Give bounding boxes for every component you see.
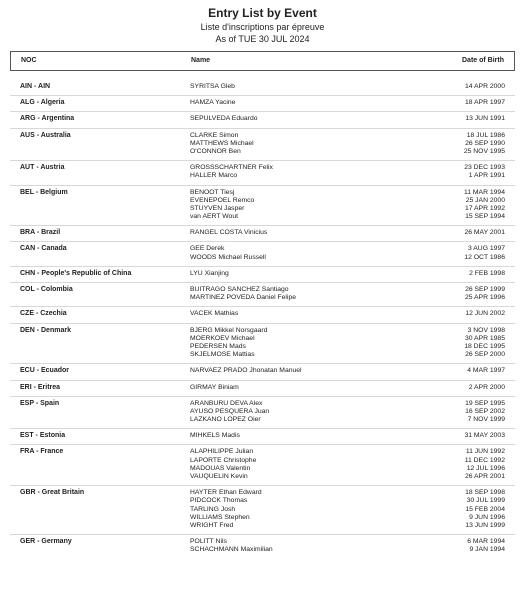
- athlete-row: [10, 432, 515, 440]
- athlete-row: [10, 229, 515, 237]
- column-header-noc: NOC: [21, 57, 37, 64]
- athlete-name: SCHACHMANN Maximilian: [190, 546, 273, 554]
- noc-label: ERI - Eritrea: [20, 383, 61, 391]
- athlete-name: GROSSSCHARTNER Felix: [190, 164, 273, 172]
- athlete-name: EVENEPOEL Remco: [190, 196, 255, 204]
- athlete-dob: 16 SEP 2002: [465, 407, 505, 415]
- athlete-name: ARANBURU DEVA Alex: [190, 399, 263, 407]
- athlete-name: WOODS Michael Russell: [190, 253, 266, 261]
- athlete-dob: 13 JUN 1991: [465, 115, 505, 123]
- athlete-dob: 3 NOV 1998: [467, 326, 505, 334]
- athlete-row: [10, 327, 515, 335]
- athlete-name: GEE Derek: [190, 245, 225, 253]
- noc-label: EST - Estonia: [20, 432, 66, 440]
- athlete-row: [10, 164, 515, 172]
- athlete-dob: 18 SEP 1998: [465, 489, 505, 497]
- athlete-name: ALAPHILIPPE Julian: [190, 448, 254, 456]
- column-header-name: Name: [191, 57, 211, 64]
- athlete-dob: 3 AUG 1997: [467, 245, 505, 253]
- noc-group: [10, 381, 515, 397]
- athlete-name: GIRMAY Biniam: [190, 383, 239, 391]
- athlete-row: [10, 506, 515, 514]
- athlete-name: WRIGHT Fred: [190, 521, 234, 529]
- noc-label: AIN - AIN: [20, 83, 51, 90]
- noc-group: [10, 429, 515, 445]
- noc-label: GER - Germany: [20, 538, 72, 546]
- athlete-row: [10, 335, 515, 343]
- athlete-name: SEPULVEDA Eduardo: [190, 115, 258, 123]
- athlete-dob: 9 JAN 1994: [469, 546, 505, 554]
- athlete-row: [10, 522, 515, 530]
- athlete-row: [10, 514, 515, 522]
- athlete-dob: 12 JUL 1996: [466, 464, 505, 472]
- athlete-name: NARVAEZ PRADO Jhonatan Manuel: [190, 367, 302, 375]
- athlete-dob: 12 JUN 2002: [465, 310, 505, 318]
- noc-group: [10, 96, 515, 112]
- athlete-dob: 6 MAR 1994: [467, 538, 505, 546]
- athlete-row: [10, 384, 515, 392]
- noc-label: BRA - Brazil: [20, 229, 61, 237]
- athlete-name: VACEK Mathias: [190, 310, 239, 318]
- athlete-dob: 19 SEP 1995: [465, 399, 505, 407]
- athlete-dob: 26 SEP 1990: [465, 139, 505, 147]
- athlete-row: [10, 197, 515, 205]
- athlete-dob: 31 MAY 2003: [464, 432, 505, 440]
- athlete-dob: 25 JAN 2000: [465, 196, 505, 204]
- athlete-dob: 11 JUN 1992: [465, 448, 505, 456]
- page-title: Entry List by Event: [208, 6, 317, 20]
- athlete-name: AYUSO PESQUERA Juan: [190, 407, 270, 415]
- noc-group: [10, 112, 515, 128]
- athlete-row: [10, 213, 515, 221]
- athlete-dob: 13 JUN 1999: [465, 521, 505, 529]
- athlete-name: HAYTER Ethan Edward: [190, 489, 262, 497]
- athlete-name: MATTHEWS Michael: [190, 139, 254, 147]
- noc-label: COL - Colombia: [20, 286, 73, 293]
- athlete-row: [10, 140, 515, 148]
- athlete-row: [10, 538, 515, 546]
- noc-label: ALG - Algeria: [20, 99, 65, 107]
- noc-label: FRA - France: [20, 448, 64, 456]
- athlete-name: BUITRAGO SANCHEZ Santiago: [190, 286, 289, 293]
- entry-table-body: [10, 80, 515, 559]
- noc-label: ECU - Ecuador: [20, 367, 70, 375]
- athlete-name: LAPORTE Christophe: [190, 456, 257, 464]
- noc-group: [10, 161, 515, 185]
- athlete-row: [10, 294, 515, 302]
- athlete-dob: 18 APR 1997: [464, 99, 505, 107]
- athlete-row: [10, 473, 515, 481]
- athlete-dob: 30 APR 1985: [464, 334, 505, 342]
- noc-label: ARG - Argentina: [20, 115, 75, 123]
- athlete-name: MARTINEZ POVEDA Daniel Felipe: [190, 294, 297, 302]
- athlete-name: MADOUAS Valentin: [190, 464, 251, 472]
- athlete-name: van AERT Wout: [190, 213, 238, 221]
- noc-label: AUS - Australia: [20, 131, 71, 139]
- athlete-dob: 18 DEC 1995: [464, 342, 505, 350]
- athlete-row: [10, 408, 515, 416]
- athlete-row: [10, 367, 515, 375]
- athlete-row: [10, 465, 515, 473]
- noc-group: [10, 535, 515, 558]
- athlete-row: [10, 489, 515, 497]
- athlete-dob: 11 DEC 1992: [464, 456, 505, 464]
- athlete-name: PEDERSEN Mads: [190, 342, 246, 350]
- noc-label: AUT - Austria: [20, 164, 65, 172]
- athlete-name: MOERKOEV Michael: [190, 334, 255, 342]
- athlete-dob: 26 APR 2001: [464, 473, 505, 480]
- athlete-row: [10, 172, 515, 180]
- athlete-name: STUYVEN Jasper: [190, 204, 245, 212]
- athlete-name: TARLING Josh: [190, 505, 236, 513]
- athlete-row: [10, 270, 515, 278]
- athlete-row: [10, 189, 515, 197]
- athlete-name: HALLER Marco: [190, 172, 238, 180]
- athlete-name: MIHKELS Madis: [190, 432, 240, 440]
- athlete-dob: 2 FEB 1998: [469, 269, 505, 277]
- noc-label: CZE - Czechia: [20, 310, 67, 318]
- athlete-dob: 25 NOV 1995: [463, 147, 505, 155]
- noc-label: DEN - Denmark: [20, 326, 71, 334]
- athlete-name: PIDCOCK Thomas: [190, 497, 248, 505]
- athlete-name: BJERG Mikkel Norsgaard: [190, 326, 268, 334]
- athlete-name: BENOOT Tiesj: [190, 188, 235, 196]
- athlete-dob: 26 SEP 1999: [465, 286, 505, 293]
- athlete-dob: 4 MAR 1997: [467, 367, 505, 375]
- noc-group: [10, 445, 515, 486]
- athlete-name: POLITT Nils: [190, 538, 227, 546]
- noc-group: [10, 397, 515, 430]
- noc-label: GBR - Great Britain: [20, 489, 85, 497]
- athlete-dob: 17 APR 1992: [464, 204, 505, 212]
- noc-group: [10, 267, 515, 283]
- athlete-name: CLARKE Simon: [190, 131, 239, 139]
- athlete-dob: 26 SEP 2000: [465, 351, 505, 359]
- athlete-dob: 7 NOV 1999: [467, 416, 505, 424]
- athlete-row: [10, 497, 515, 505]
- noc-label: BEL - Belgium: [20, 188, 68, 196]
- athlete-row: [10, 343, 515, 351]
- noc-label: CAN - Canada: [20, 245, 67, 253]
- noc-group: [10, 307, 515, 323]
- noc-group: [10, 364, 515, 380]
- athlete-dob: 15 FEB 2004: [465, 505, 505, 513]
- athlete-name: SYRITSA Gleb: [190, 83, 235, 90]
- athlete-dob: 1 APR 1991: [468, 172, 505, 180]
- athlete-row: [10, 148, 515, 156]
- noc-group: [10, 226, 515, 242]
- athlete-dob: 11 MAR 1994: [463, 188, 505, 196]
- athlete-row: [10, 400, 515, 408]
- noc-group: [10, 242, 515, 266]
- noc-label: ESP - Spain: [20, 399, 60, 407]
- athlete-dob: 15 SEP 1994: [465, 213, 505, 221]
- noc-group: [10, 283, 515, 307]
- athlete-row: [10, 83, 515, 91]
- athlete-row: [10, 286, 515, 294]
- athlete-dob: 18 JUL 1986: [466, 131, 505, 139]
- athlete-name: HAMZA Yacine: [190, 99, 236, 107]
- noc-group: [10, 129, 515, 162]
- athlete-dob: 26 MAY 2001: [464, 229, 505, 237]
- athlete-name: VAUQUELIN Kevin: [190, 473, 248, 480]
- noc-group: [10, 324, 515, 365]
- athlete-row: [10, 457, 515, 465]
- athlete-dob: 23 DEC 1993: [464, 164, 505, 172]
- athlete-name: WILLIAMS Stephen: [190, 513, 250, 521]
- as-of-date: As of TUE 30 JUL 2024: [215, 34, 310, 44]
- athlete-row: [10, 310, 515, 318]
- athlete-row: [10, 245, 515, 253]
- athlete-dob: 2 APR 2000: [468, 383, 505, 391]
- noc-label: CHN - People's Republic of China: [20, 269, 132, 277]
- athlete-dob: 12 OCT 1986: [464, 253, 505, 261]
- athlete-dob: 30 JUL 1999: [466, 497, 505, 505]
- athlete-name: LAZKANO LOPEZ Oier: [190, 416, 261, 424]
- noc-group: [10, 80, 515, 96]
- column-header-dob: Date of Birth: [462, 57, 504, 64]
- athlete-name: SKJELMOSE Mattias: [190, 351, 255, 359]
- noc-group: [10, 186, 515, 227]
- page-subtitle: Liste d'inscriptions par épreuve: [200, 22, 325, 32]
- athlete-dob: 25 APR 1996: [464, 294, 505, 302]
- athlete-dob: 14 APR 2000: [464, 83, 505, 90]
- athlete-row: [10, 351, 515, 359]
- athlete-row: [10, 416, 515, 424]
- entry-list-page: [10, 0, 515, 554]
- table-header: [10, 51, 515, 71]
- athlete-name: O'CONNOR Ben: [190, 147, 241, 155]
- athlete-dob: 9 JUN 1996: [469, 513, 505, 521]
- athlete-row: [10, 254, 515, 262]
- athlete-row: [10, 132, 515, 140]
- athlete-row: [10, 99, 515, 107]
- athlete-name: LYU Xianjing: [190, 269, 229, 277]
- athlete-name: RANGEL COSTA Vinicius: [190, 229, 268, 237]
- athlete-row: [10, 546, 515, 554]
- noc-group: [10, 486, 515, 535]
- athlete-row: [10, 448, 515, 456]
- athlete-row: [10, 115, 515, 123]
- athlete-row: [10, 205, 515, 213]
